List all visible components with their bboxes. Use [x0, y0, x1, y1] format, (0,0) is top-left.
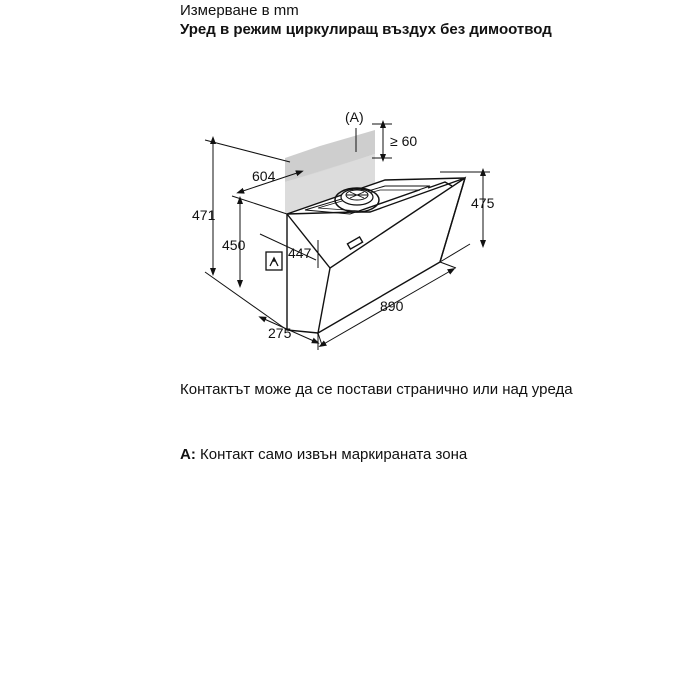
- height-total-label: 471: [192, 207, 216, 223]
- legend-key: A:: [180, 446, 196, 463]
- clearance-label: ≥ 60: [390, 133, 418, 149]
- legend-row: [180, 446, 467, 463]
- width-total-label: 890: [380, 298, 404, 314]
- socket-placement-note: Контактът може да се постави странично или над уреда: [180, 381, 573, 398]
- zone-a-label: (A): [345, 109, 364, 125]
- height-body-label: 450: [222, 237, 246, 253]
- measurement-unit: Измерване в mm: [180, 2, 299, 19]
- depth-duct-label: 447: [288, 245, 312, 261]
- page-title: Уред в режим циркулиращ въздух без димоотвод: [180, 21, 552, 38]
- width-top-label: 604: [252, 168, 276, 184]
- socket-icon: [266, 252, 282, 270]
- legend-text: Контакт само извън маркираната зона: [200, 446, 468, 463]
- depth-bottom-label: 275: [268, 325, 292, 341]
- height-front-label: 475: [471, 195, 495, 211]
